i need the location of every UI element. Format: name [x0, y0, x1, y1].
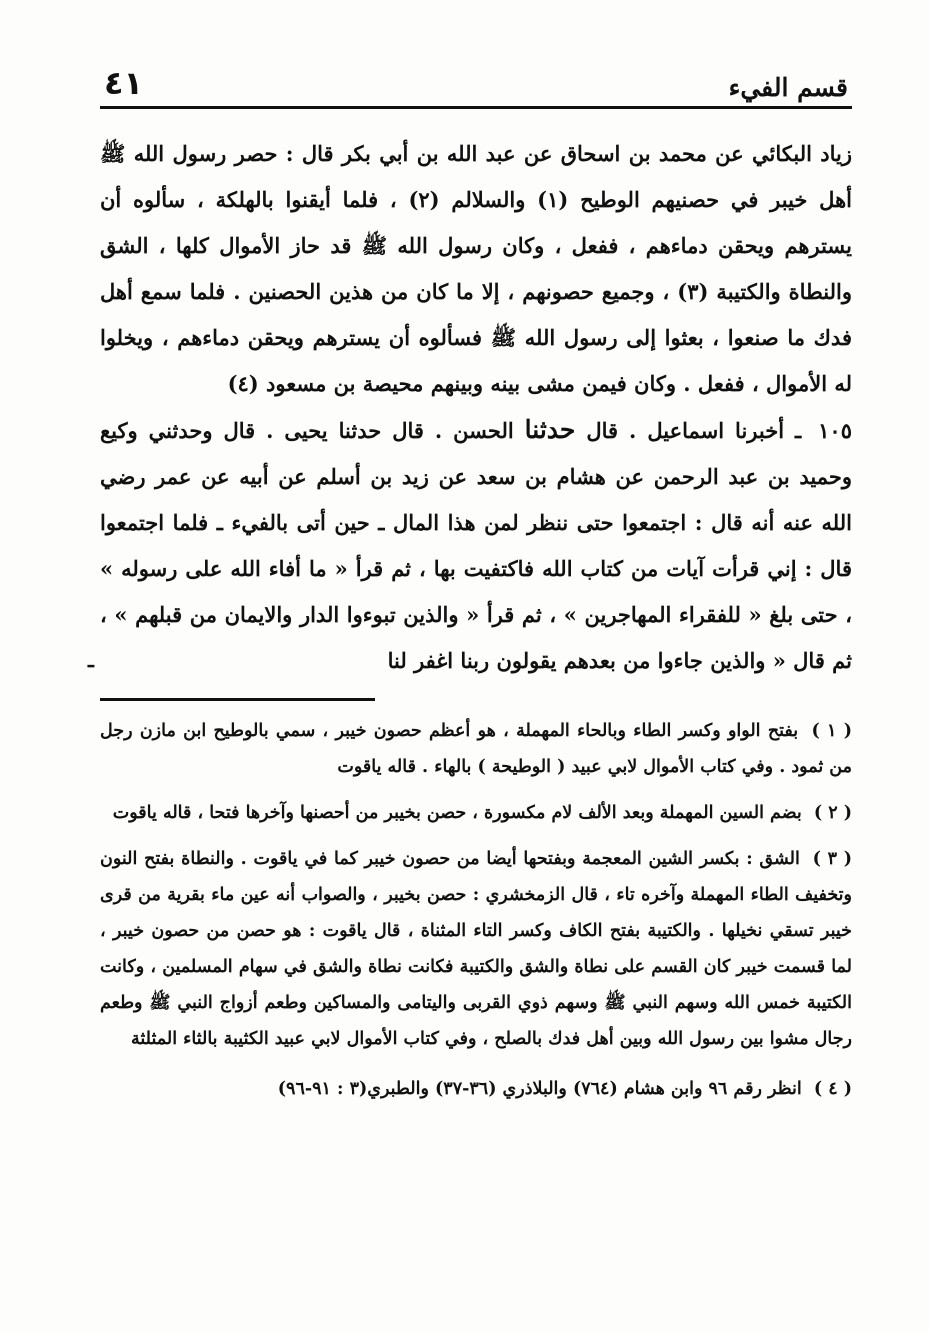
book-page	[100, 52, 852, 1117]
footnote-number: ( ٣ )	[812, 849, 853, 869]
margin-dash: ـ	[88, 648, 94, 672]
paragraph-2-part-a: ـ أخبرنا اسماعيل . قال	[586, 418, 802, 443]
footnote-number: ( ١ )	[811, 721, 853, 741]
footnote-text: الشق : بكسر الشين المعجمة وبفتحها أيضا من حصون خيبر كما في ياقوت . والنطاة بفتح النون وتخفيف الطاء المهملة وآخره تاء ، قال الزمخشري : حصن بخيبر ، والصواب أنه عين ماء بقرية من قرى خيبر تسقي نخيلها . والكتيبة بفتح الكاف وكسر التاء المثناة ، قال ياقوت : هو حصن من حصون خيبر ، لما قسمت خيبر كان القسم على نطاة والشق والكتيبة فكانت نطاة والشق في سهام المسلمين ، وكانت الكتيبة خمس الله وسهم النبي ﷺ وسهم ذوي القربى واليتامى والمساكين وطعم أزواج النبي ﷺ وطعم رجال مشوا بين رسول الله وبين أهل فدك بالصلح ، وفي كتاب الأموال لابي عبيد الكثيبة بالثاء المثلثة	[100, 849, 852, 1049]
footnote-text: بفتح الواو وكسر الطاء وبالحاء المهملة ، هو أعظم حصون خيبر ، سمي بالوطيح ابن مازن رجل من ثمود . وفي كتاب الأموال لابي عبيد ( الوطيحة ) بالهاء . قاله ياقوت	[100, 721, 852, 777]
footnote-2	[100, 795, 852, 831]
paragraph-2-part-b: الحسن . قال حدثنا يحيى . قال وحدثني وكيع وحميد بن عبد الرحمن عن هشام بن سعد عن زيد بن أسلم عن أبيه عن عمر رضي الله عنه أنه قال : اجتمعوا حتى ننظر لمن هذا المال ـ حين أتى بالفيء ـ فلما اجتمعوا قال : إني قرأت آيات من كتاب الله فاكتفيت بها ، ثم قرأ « ما أفاء الله على رسوله » ، حتى بلغ « للفقراء المهاجرين » ، ثم قرأ « والذين تبوءوا الدار والايمان من قبلهم » ، ثم قال « والذين جاءوا من بعدهم يقولون ربنا اغفر لنا	[100, 418, 852, 673]
footnote-text: بضم السين المهملة وبعد الألف لام مكسورة ، حصن بخيبر من أحصنها وآخرها فتحا ، قاله ياقوت	[112, 803, 802, 823]
footnote-3	[100, 841, 852, 1057]
paragraph-1: زياد البكائي عن محمد بن اسحاق عن عبد الله بن أبي بكر قال : حصر رسول الله ﷺ أهل خيبر في حصنيهم الوطيح (١) والسلالم (٢) ، فلما أيقنوا بالهلكة ، سألوه أن يسترهم ويحقن دماءهم ، ففعل ، وكان رسول الله ﷺ قد حاز الأموال كلها ، الشق والنطاة والكتيبة (٣) ، وجميع حصونهم ، إلا ما كان من هذين الحصنين . فلما سمع أهل فدك ما صنعوا ، بعثوا إلى رسول الله ﷺ فسألوه أن يسترهم ويحقن دماءهم ، ويخلوا له الأموال ، ففعل . وكان فيمن مشى بينه وبينهم محيصة بن مسعود (٤)	[100, 141, 852, 396]
footnote-1	[100, 713, 852, 785]
page-number: ٤١	[104, 64, 144, 102]
footnote-4	[100, 1071, 852, 1107]
hadith-number: ١٠٥	[818, 418, 852, 443]
page-header	[100, 52, 852, 109]
footnotes	[100, 713, 852, 1107]
main-text	[100, 131, 852, 684]
paragraph-2-emphasis: حدثنا	[524, 415, 576, 444]
footnote-text: انظر رقم ٩٦ وابن هشام (٧٦٤) والبلاذري (٣٦-٣٧) والطبري(٣ : ٩١-٩٦)	[277, 1079, 802, 1099]
footnote-number: ( ٤ )	[813, 1079, 852, 1099]
paragraph-2	[100, 407, 852, 684]
footnote-number: ( ٢ )	[813, 803, 852, 823]
running-title: قسم الفيء	[728, 73, 848, 102]
footnote-divider	[100, 698, 375, 701]
